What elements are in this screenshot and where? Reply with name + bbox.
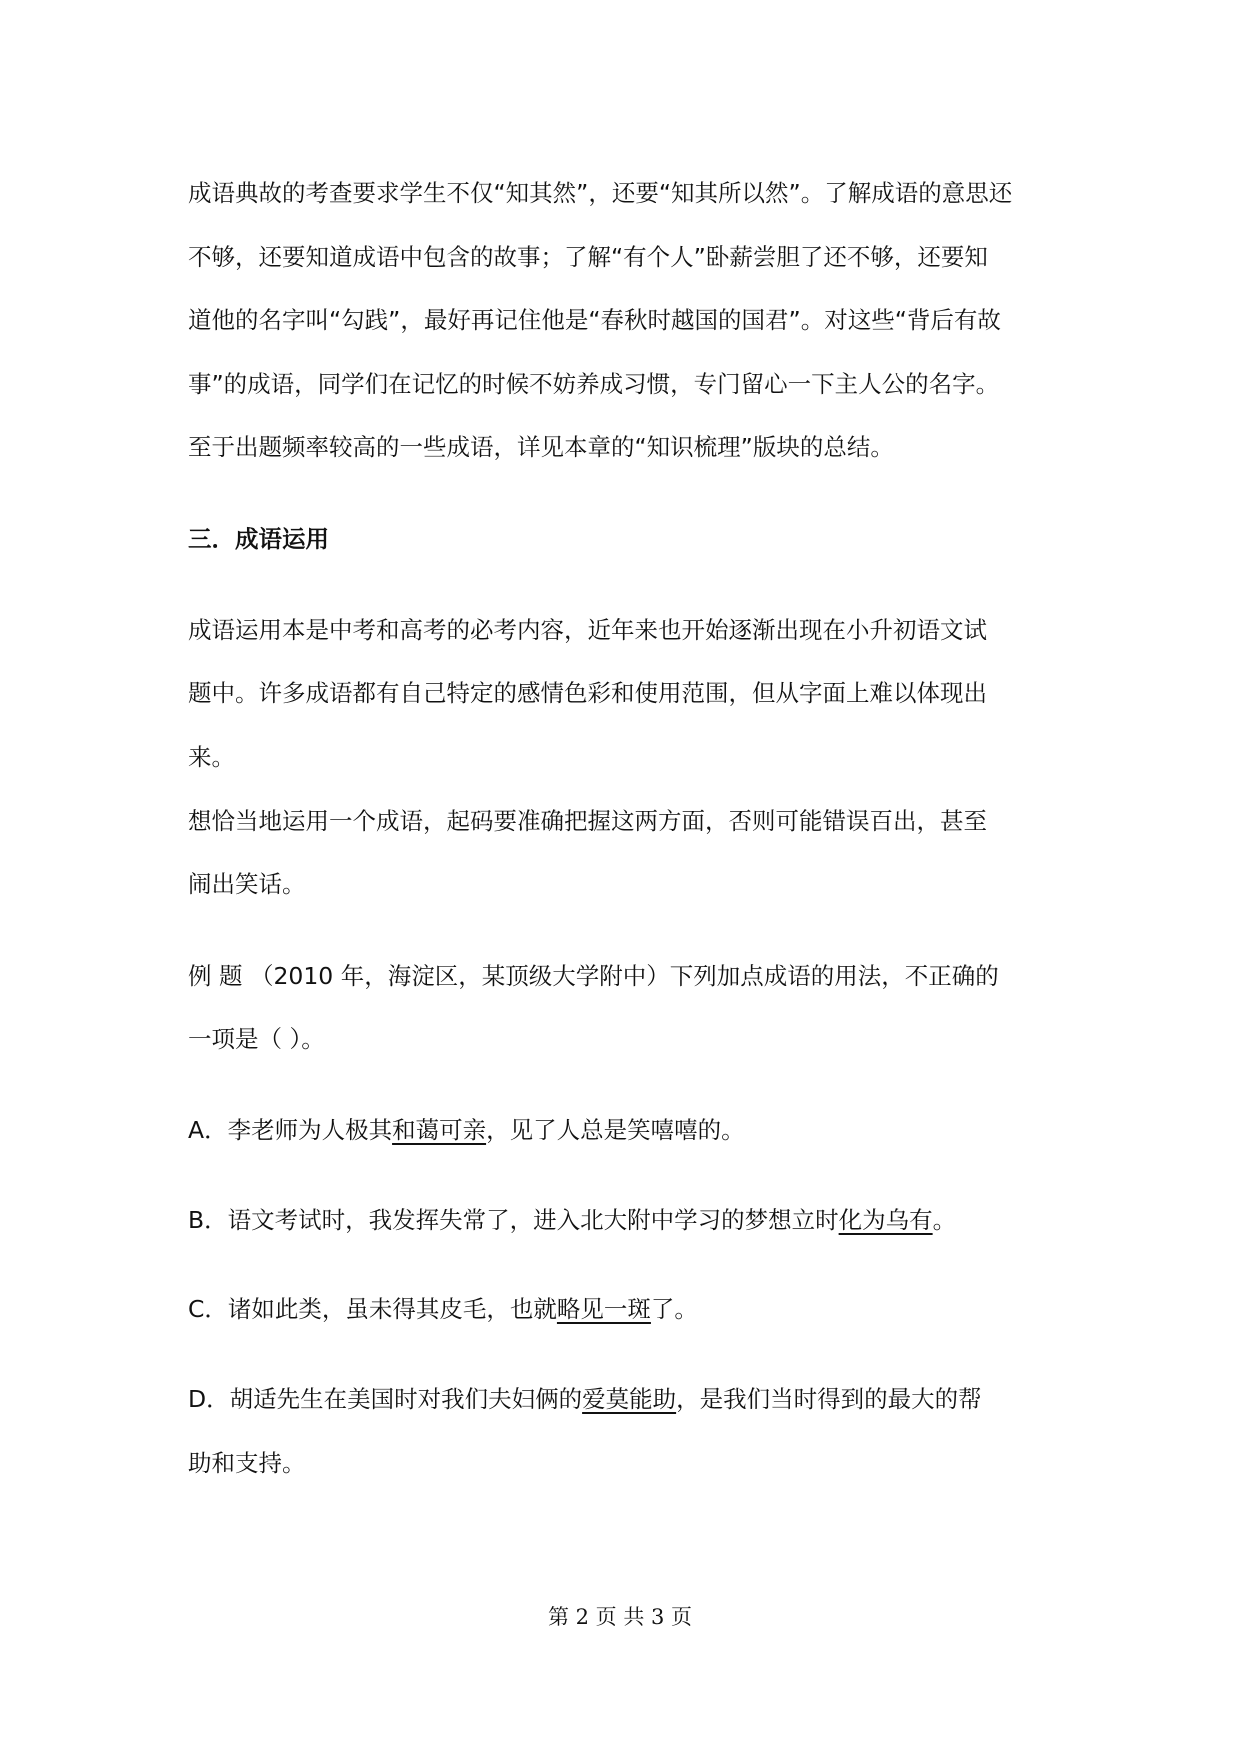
option-b	[188, 1205, 1058, 1235]
paragraph-line: 至于出题频率较高的一些成语，详见本章的“知识梳理”版块的总结。	[188, 433, 894, 461]
option-text: 了。	[650, 1295, 698, 1323]
paragraph-line: 事”的成语，同学们在记忆的时候不妨养成习惯，专门留心一下主人公的名字。	[188, 370, 1000, 398]
option-d	[188, 1384, 1058, 1414]
paragraph-line: 成语典故的考查要求学生不仅“知其然”，还要“知其所以然”。了解成语的意思还	[188, 179, 1013, 207]
option-text: B．语文考试时，我发挥失常了，进入北大附中学习的梦想立时	[188, 1206, 839, 1234]
paragraph-line: 闹出笑话。	[188, 870, 306, 898]
underlined-idiom: 爱莫能助	[582, 1385, 677, 1413]
underlined-idiom: 和蔼可亲	[392, 1116, 487, 1144]
option-a	[188, 1115, 1058, 1145]
option-text: 。	[932, 1206, 957, 1234]
paragraph-line: 道他的名字叫“勾践”，最好再记住他是“春秋时越国的国君”。对这些“背后有故	[188, 306, 1001, 334]
option-text: A．李老师为人极其	[188, 1116, 393, 1144]
underlined-idiom: 化为乌有	[838, 1206, 933, 1234]
option-text: ，见了人总是笑嘻嘻的。	[486, 1116, 745, 1144]
page-number-footer: 第 2 页 共 3 页	[547, 1605, 693, 1629]
option-d-continuation: 助和支持。	[188, 1449, 306, 1477]
example-question-line: 例 题 （2010 年，海淀区，某顶级大学附中）下列加点成语的用法，不正确的	[188, 962, 999, 990]
option-text: ，是我们当时得到的最大的帮	[676, 1385, 982, 1413]
option-c	[188, 1294, 1058, 1324]
paragraph-line: 想恰当地运用一个成语，起码要准确把握这两方面，否则可能错误百出，甚至	[188, 807, 987, 835]
paragraph-line: 题中。许多成语都有自己特定的感情色彩和使用范围，但从字面上难以体现出	[188, 679, 987, 707]
option-text: D．胡适先生在美国时对我们夫妇俩的	[188, 1385, 583, 1413]
paragraph-line: 不够，还要知道成语中包含的故事；了解“有个人”卧薪尝胆了还不够，还要知	[188, 243, 988, 271]
option-text: C．诸如此类，虽未得其皮毛，也就	[188, 1295, 557, 1323]
underlined-idiom: 略见一斑	[556, 1295, 651, 1323]
section-heading: 三．成语运用	[188, 525, 329, 553]
paragraph-line: 来。	[188, 743, 235, 771]
paragraph-line: 成语运用本是中考和高考的必考内容，近年来也开始逐渐出现在小升初语文试	[188, 616, 987, 644]
example-question-line: 一项是（ ）。	[188, 1025, 325, 1053]
